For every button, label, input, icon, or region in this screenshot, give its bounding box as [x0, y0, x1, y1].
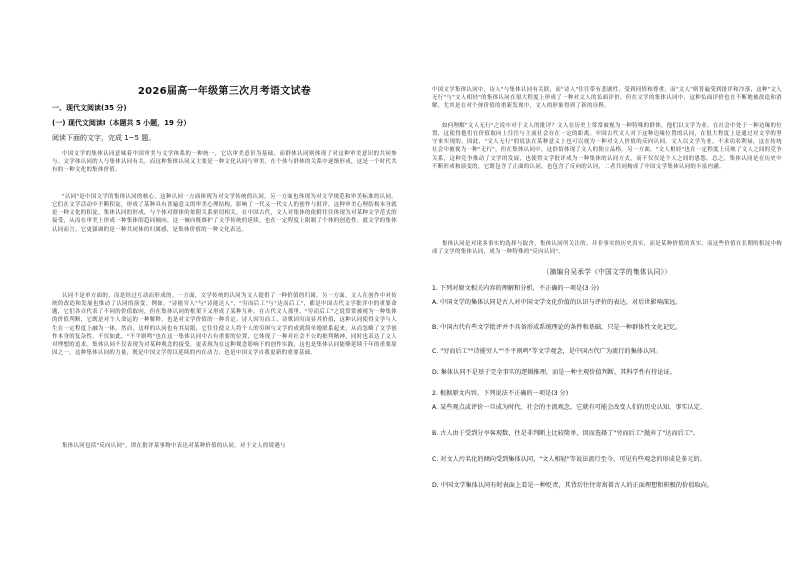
passage-paragraph-1: 中国文学的集体认同意味着中国审美与文学体系的一种统一，它以审美意识为基础，而群体认同则体现了对这种审美意识的共同参与。文学体认同的人与集体认同有关，而这种集体认同又主要是一种文化认同与审美，在个体与群体的关系中逐渐形成，这是一个时代共有的一种文化的集体价值。 [52, 151, 397, 174]
question-2-stem: 2. 根据原文内容，下列说法不正确的一项是(3 分) [432, 390, 569, 397]
passage-paragraph-4: 集体认同包括"反向认同"，即在批评某事物中表达对某种价值的认同。对于文人的境遇与 [62, 443, 286, 449]
passage-paragraph-5: 如何理解"文人无行"之说中对于文人的批评？文人在历史上常常被视为一种特殊的群体，他们以文学为业，在社会中处于一种边缘的位置，这使得他们在价值取向上往往与主流社会存在一定的距离。中国古代文人对于这种边缘位置的认同，在很大程度上是通过对文学的坚守来实现的。因此，"文人无行"的说法在某种意义上也可以视为一种对文人价值的反向认同。文人以文学为业，不求功名利禄，这在传统社会中被视为一种"无行"，但在集体认同中，这恰恰体现了文人的独立品格。另一方面，"文人相轻"也在一定程度上反映了文人之间的竞争关系，这种竞争推动了文学的发展，也使得文学批评成为一种集体的认同方式，而不仅仅是个人之间的恩怨。总之，集体认同是在历史中不断形成和演变的，它既包含了正面的认同，也包含了反向的认同，二者共同构成了中国文学集体认同的丰富内涵。 [432, 123, 782, 170]
subsection-heading: (一) 现代文阅读Ⅰ（本题共 5 小题，19 分） [52, 119, 191, 127]
question-1-option-d[interactable]: D. 集体认同不是基于完全事实的逻辑推理，而是一种主观价值判断，其科学性有待论证。 [432, 369, 676, 376]
question-1-stem: 1. 下列对原文相关内容的理解和分析，不正确的一项是(3 分) [432, 285, 600, 292]
passage-paragraph-6: 集体认同是对诸多事实的选择与取舍，集体认同所关注的，并非事实的历史真实，而是某种价值的真实，而这些价值在长期的积淀中构成了文学的集体认同，成为一种特殊的"反向认同"。 [432, 241, 782, 256]
passage-paragraph-2: "认同"是中国文学的集体认同的核心，这种认同一方面体现为对文学传统的认同，另一方面也体现为对文学规范和审美标准的认同。它们在文学活动中不断积淀，形成了某种具有普遍意义的审美心理结构，影响了一代又一代文人的创作与批评，这种审美心理结构本身就是一种文化的积淀。集体认同的形成，与个体对群体的依附关系密切相关。在中国古代，文人对集体的依附往往体现为对某种文学范式的接受，从而在审美上形成一种集体的趋同倾向，这一倾向既维护了文学传统的延续，也在一定程度上限制了个体的创造性。就文学的集体认同而言，它更强调的是一种共同体的归属感，是集体价值的一种文化表达。 [52, 194, 397, 233]
question-1-option-a[interactable]: A. 中国文学的集体认同是古人对中国文学文化价值的认识与评价的表达，对后世影响深远。 [432, 299, 682, 306]
question-2-option-a[interactable]: A. 某些观点或评价一旦成为时代、社会的主流观念，它就有可能会改变人们的历史认知、事实认定。 [432, 404, 707, 411]
exam-title: 2026届高一年级第三次月考语文试卷 [137, 86, 312, 97]
question-2-option-d[interactable]: D. 中国文学集体认同有时表面上看是一种贬责，其背后往往寄寓着古人的正面理想和积极的价值取向。 [432, 482, 713, 489]
section-heading: 一、现代文阅读(35 分) [52, 104, 127, 112]
passage-continuation: 中国文学集体认同中，诗人"与集体认同有关联，而"诗人"往往带有悲剧性，受到同情和尊重。而"文人"则普遍受到批评和冷落，这种"文人无行"与"文人相轻"的集体认同在很大程度上形成了一种对文人的负面评价。但在文学的集体认同中，这种负面评价也在不断地被改造和消解，尤其是在对个体价值的重新发现中，文人的形象得到了新的诠释。 [432, 87, 782, 110]
question-1-option-b[interactable]: B. 中国古代有些文学批评并不具备形成系统理论的条件和基础，只是一种群体性文化记忆。 [432, 324, 682, 331]
source-citation: （摘编自吴承学《中国文学的集体认同》） [542, 268, 672, 276]
passage-paragraph-3: 认同不是单方面的，而是经过互动而形成的。一方面，文学传统的认同为文人提供了一种价值的归属，另一方面，文人在创作中对传统的改造和发展也推动了认同的演变。例如，"诗能穷人"与"诗能达人"，"穷而后工"与"达而后工"，都是中国古代文学批评中的重要命题，它们各自代表了不同的价值取向，但在集体认同的框架下又形成了某种互补。在古代文人那里，"穷而后工"之说常常被视为一种集体的价值判断，它既是对个人命运的一种解释，也是对文学价值的一种肯定。诗人因穷而工，诗歌因穷而显其价值，这种认同使得文学与人生在一定程度上融为一体。然而，这样的认同也有其局限，它往往使文人将个人的穷困与文学的成就简单地联系起来，从而忽略了文学创作本身的复杂性。不仅如此，"不平则鸣"也在这一集体认同中占有重要的位置，它体现了一种对社会不公的批判精神，同时也表达了文人对理想的追求。集体认同不仅表现为对某种观念的接受，更表现为在这种观念影响下的创作实践，这也是集体认同能够延续千年的重要原因之一。这种集体认同的力量，既是中国文学得以延续的内在动力，也是中国文学自我更新的重要基础。 [52, 293, 397, 357]
question-2-option-c[interactable]: C. 对文人污名化的倾向受到集体认同，"文人相轻"等说法流行至今，可见有些观念的形成是多元的。 [432, 456, 706, 463]
question-2-option-b[interactable]: B. 古人由于受到分享客观数，往是非判断上比较简单，因而选择了"穷而后工"抛弃了"达而后工"。 [432, 430, 700, 437]
question-1-option-c[interactable]: C. "穷而后工""诗能穷人""不平则鸣"等文学观念，是中国古代广为流行的集体认同。 [432, 348, 662, 355]
reading-instruction: 阅读下面的文字，完成 1~5 题。 [52, 134, 156, 142]
